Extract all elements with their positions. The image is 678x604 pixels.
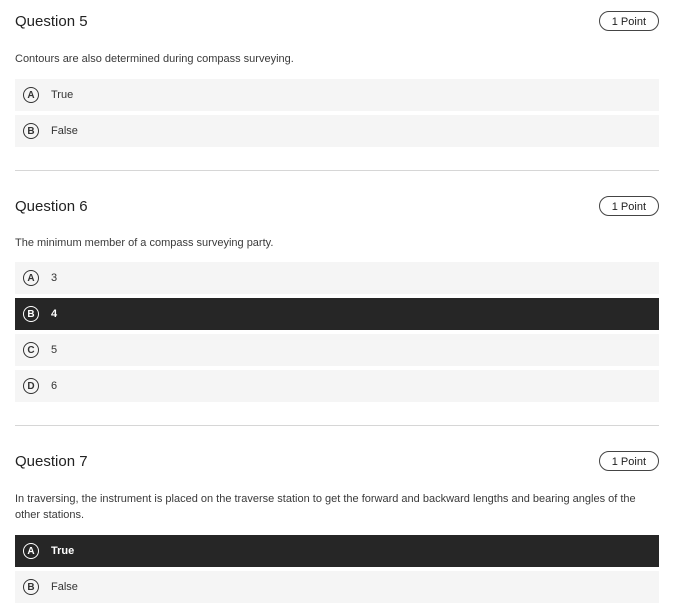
option-a[interactable]	[15, 79, 659, 111]
option-letter-b: B	[23, 579, 39, 595]
option-b[interactable]	[15, 571, 659, 603]
question-title: Question 5	[15, 12, 88, 30]
option-label: 3	[51, 272, 58, 284]
option-label: False	[51, 581, 78, 593]
question-text: In traversing, the instrument is placed on the traverse station to get the forward and backward lengths and bearing angles of the other stations.	[15, 493, 636, 521]
points-badge: 1 Point	[599, 451, 659, 471]
option-letter-b: B	[23, 306, 39, 322]
quiz-content	[15, 0, 659, 603]
question-7	[15, 426, 659, 603]
points-badge: 1 Point	[599, 196, 659, 216]
option-letter-a: A	[23, 543, 39, 559]
option-letter-a: A	[23, 87, 39, 103]
option-label: 5	[51, 344, 58, 356]
question-header	[15, 450, 659, 472]
option-b-selected[interactable]	[15, 298, 659, 330]
question-6	[15, 171, 659, 402]
option-letter-a: A	[23, 270, 39, 286]
option-letter-c: C	[23, 342, 39, 358]
question-title: Question 6	[15, 197, 88, 215]
question-title: Question 7	[15, 452, 88, 470]
option-label: True	[51, 89, 74, 101]
option-label: True	[51, 545, 75, 557]
option-label: 6	[51, 380, 58, 392]
option-label: 4	[51, 308, 58, 320]
option-a[interactable]	[15, 262, 659, 294]
option-letter-d: D	[23, 378, 39, 394]
option-d[interactable]	[15, 370, 659, 402]
question-text: The minimum member of a compass surveying party.	[15, 237, 274, 249]
option-letter-b: B	[23, 123, 39, 139]
option-a-selected[interactable]	[15, 535, 659, 567]
question-text: Contours are also determined during compass surveying.	[15, 53, 294, 65]
question-5	[15, 0, 659, 147]
points-badge: 1 Point	[599, 11, 659, 31]
question-header	[15, 195, 659, 217]
option-label: False	[51, 125, 78, 137]
option-b[interactable]	[15, 115, 659, 147]
question-header	[15, 10, 659, 32]
option-c[interactable]	[15, 334, 659, 366]
